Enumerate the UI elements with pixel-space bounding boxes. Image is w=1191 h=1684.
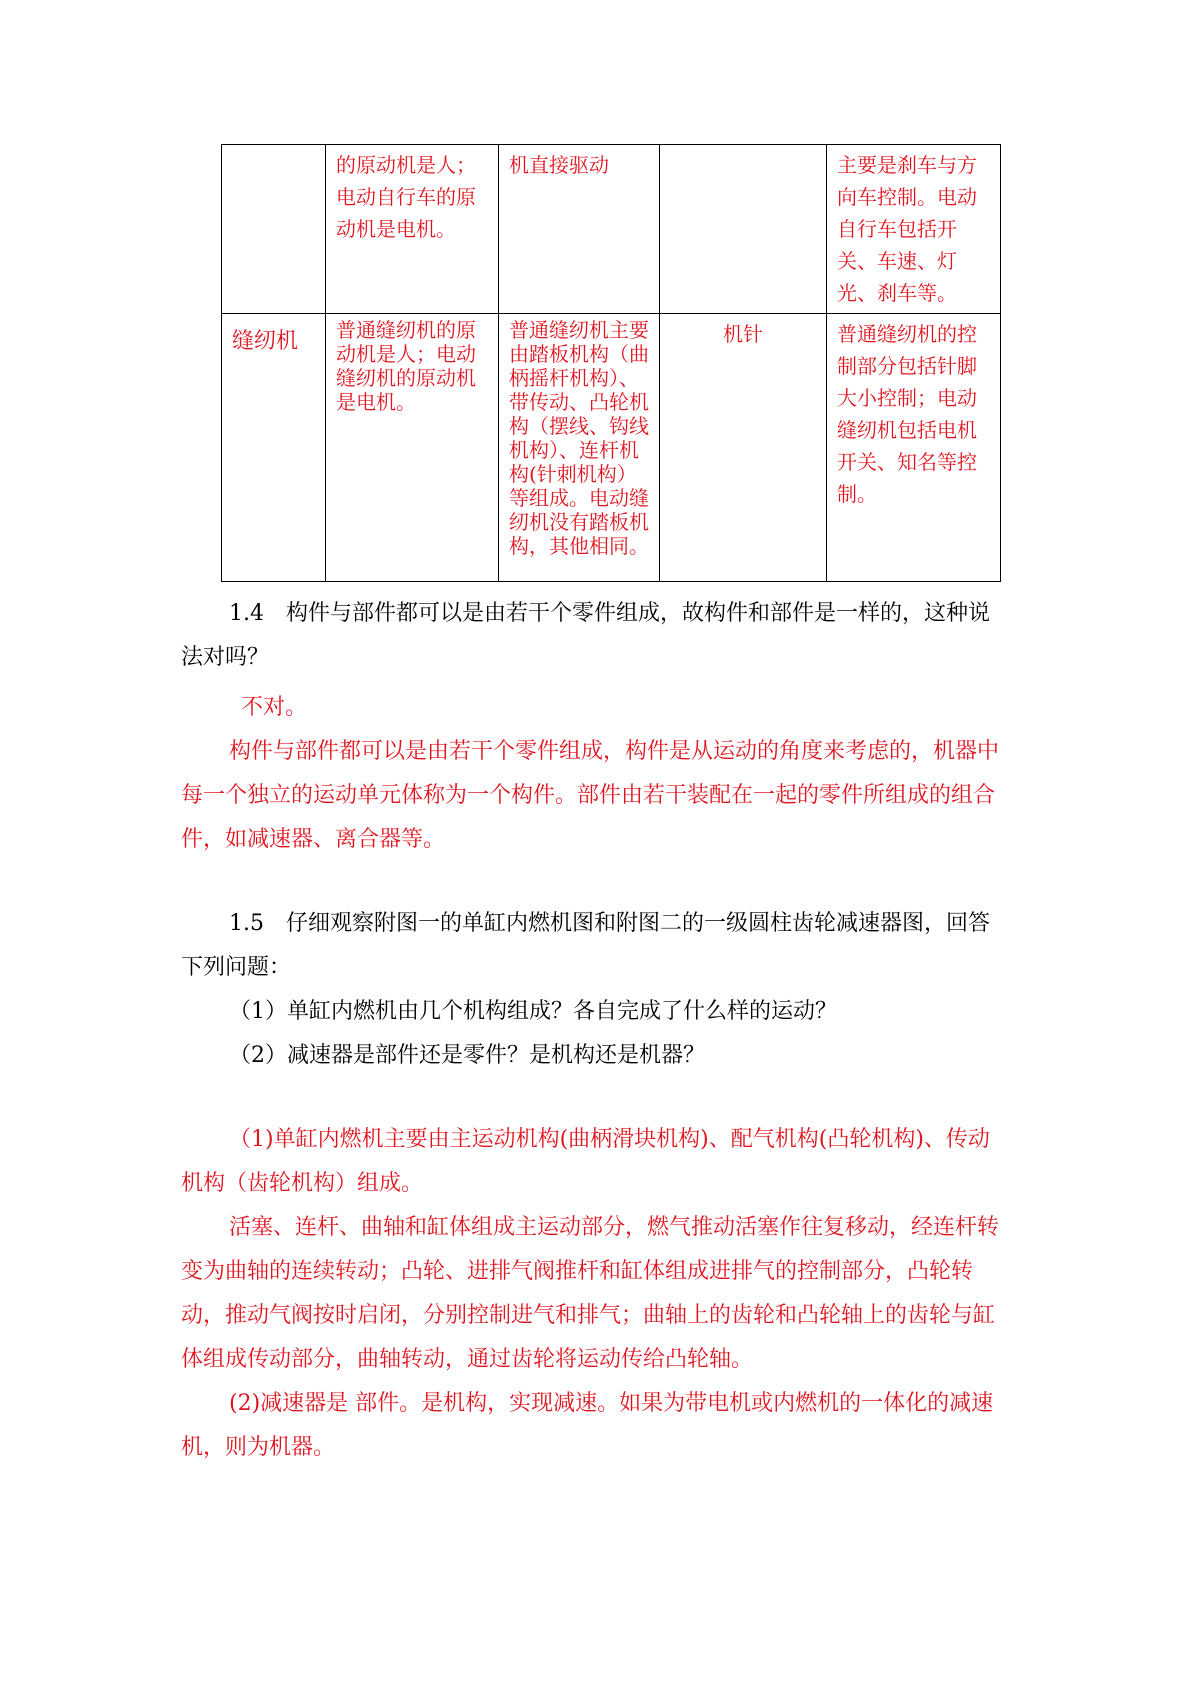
machine-table [221,144,1001,582]
question-1-5: 1.5 仔细观察附图一的单缸内燃机图和附图二的一级圆柱齿轮减速器图，回答下列问题： [181,911,990,980]
table-cell: 主要是刹车与方向车控制。电动自行车包括开关、车速、灯光、刹车等。 [827,145,1001,314]
table-row [222,145,1001,314]
answer-1-5-explanation: 活塞、连杆、曲轴和缸体组成主运动部分，燃气推动活塞作往复移动，经连杆转变为曲轴的连续转动；凸轮、进排气阀推杆和缸体组成进排气的控制部分，凸轮转动，推动气阀按时启闭，分别控制进气和排气；曲轴上的齿轮和凸轮轴上的齿轮与缸体组成传动部分，曲轴转动，通过齿轮将运动传给凸轮轴。 [181,1215,1000,1372]
table-row [222,314,1001,582]
answer-1-5-part1: （1)单缸内燃机主要由主运动机构(曲柄滑块机构)、配气机构(凸轮机构)、传动机构（齿轮机构）组成。 [181,1127,990,1196]
answer-1-4-short: 不对。 [241,695,308,720]
table-cell: 的原动机是人；电动自行车的原动机是电机。 [326,145,499,314]
table-cell-label: 缝纫机 [222,314,326,582]
table-cell: 普通缝纫机主要由踏板机构（曲柄摇杆机构）、带传动、凸轮机构（摆线、钩线机构）、连杆机构(针刺机构）等组成。电动缝纫机没有踏板机构，其他相同。 [499,314,660,582]
table-cell: 普通缝纫机的原动机是人；电动缝纫机的原动机是电机。 [326,314,499,582]
answer-1-4-detail: 构件与部件都可以是由若干个零件组成，构件是从运动的角度来考虑的，机器中每一个独立的运动单元体称为一个构件。部件由若干装配在一起的零件所组成的组合件，如减速器、离合器等。 [181,739,1000,852]
answer-1-5-part2: (2)减速器是 部件。是机构，实现减速。如果为带电机或内燃机的一体化的减速机，则为机器。 [181,1391,994,1460]
table-cell [222,145,326,314]
table-cell [660,145,827,314]
question-1-4: 1.4 构件与部件都可以是由若干个零件组成，故构件和部件是一样的，这种说法对吗？ [181,601,990,670]
table-cell: 普通缝纫机的控制部分包括针脚大小控制；电动缝纫机包括电机开关、知名等控制。 [827,314,1001,582]
table-cell: 机直接驱动 [499,145,660,314]
sub-question-1: （1）单缸内燃机由几个机构组成？各自完成了什么样的运动？ [229,999,837,1024]
sub-question-2: （2）减速器是部件还是零件？是机构还是机器？ [229,1043,705,1068]
table-cell: 机针 [660,314,827,582]
